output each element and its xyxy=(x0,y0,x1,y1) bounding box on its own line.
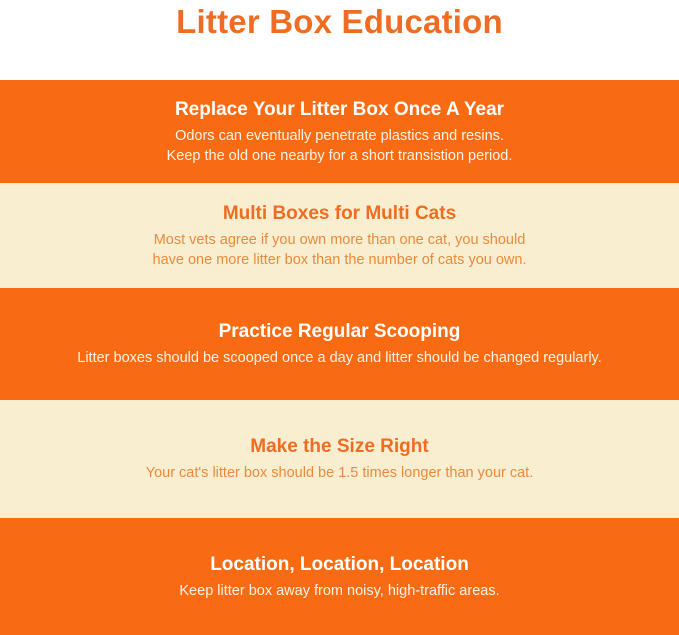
title-area xyxy=(0,0,679,80)
section-line: Your cat's litter box should be 1.5 times longer than your cat. xyxy=(145,465,534,481)
section-line: Odors can eventually penetrate plastics and resins. xyxy=(175,127,504,144)
section-size-right xyxy=(0,400,679,518)
section-heading: Practice Regular Scooping xyxy=(218,321,461,342)
section-heading: Make the Size Right xyxy=(250,436,429,457)
section-multi-boxes xyxy=(0,183,679,288)
section-regular-scooping xyxy=(0,288,679,400)
section-line: Litter boxes should be scooped once a day and litter should be changed regularly. xyxy=(77,350,602,366)
section-heading: Multi Boxes for Multi Cats xyxy=(222,202,457,224)
section-location xyxy=(0,518,679,635)
page-title: Litter Box Education xyxy=(176,3,503,40)
section-line: Most vets agree if you own more than one cat, you should xyxy=(153,231,526,248)
section-heading: Replace Your Litter Box Once A Year xyxy=(174,98,505,120)
section-line: Keep litter box away from noisy, high-traffic areas. xyxy=(179,582,500,599)
section-line: have one more litter box than the number of cats you own. xyxy=(152,251,527,268)
section-replace-litter-box xyxy=(0,80,679,183)
section-heading: Location, Location, Location xyxy=(210,553,469,575)
section-line: Keep the old one nearby for a short transistion period. xyxy=(166,147,513,164)
